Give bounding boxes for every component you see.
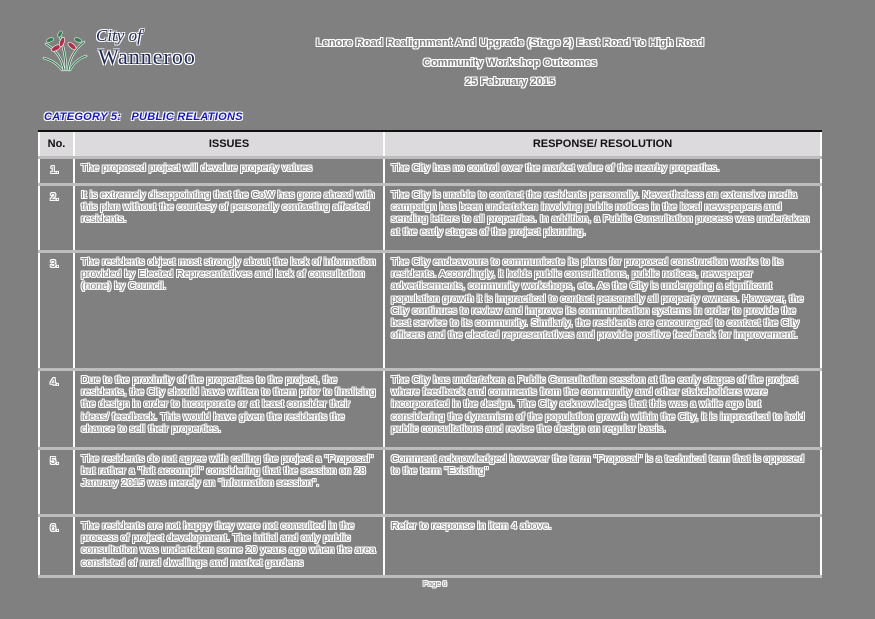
document-subtitle: Community Workshop Outcomes (423, 56, 597, 69)
column-header-issues: ISSUES (73, 132, 383, 156)
issue-cell: The residents object most strongly about the lack of information provided by Elected Representatives and lack of consultation (none) by Council. (73, 253, 383, 368)
issue-cell: The residents do not agree with calling the project a "Proposal" but rather a "fait accompli" considering that the session on 28 January 2015 was merely an "information session". (73, 450, 383, 514)
row-number: 5. (38, 450, 73, 514)
row-number: 2. (38, 186, 73, 250)
logo-text-city-of: City of (96, 26, 142, 45)
table-row (38, 186, 822, 253)
document-date: 25 February 2015 (465, 76, 555, 88)
table-row (38, 253, 822, 371)
response-cell: Refer to response in item 4 above. (383, 517, 822, 575)
table-row (38, 517, 822, 578)
document-title: Lenore Road Realignment And Upgrade (Stage 2) East Road To High Road (315, 37, 705, 49)
row-number: 6. (38, 517, 73, 575)
kangaroo-paw-plant-icon (42, 28, 88, 72)
city-of-wanneroo-logo (42, 26, 196, 72)
row-number: 4. (38, 371, 73, 447)
table-row (38, 371, 822, 450)
table-row (38, 450, 822, 517)
column-header-no: No. (38, 132, 73, 156)
issue-cell: The proposed project will devalue property values (73, 159, 383, 183)
table-row (38, 159, 822, 186)
response-cell: The City is unable to contact the residents personally. Nevertheless an extensive media campaign has been undertaken involving public notices in the local newspapers and sending letters to all properties. In addition, a Public Consultation process was undertaken at the early stages of the project planning. (383, 186, 822, 250)
row-number: 3. (38, 253, 73, 368)
logo-text-wanneroo: Wanneroo (98, 44, 196, 69)
issue-cell: It is extremely disappointing that the CoW has gone ahead with this plan without the courtesy of personally contacting affected residents. (73, 186, 383, 250)
issue-cell: Due to the proximity of the properties to the project, the residents, the City should have written to them prior to finalising the design in order to incorporate or at least consider their ideas/ feedback. This would have given the residents the chance to sell their properties. (73, 371, 383, 447)
document-header (290, 34, 730, 93)
issue-cell: The residents are not happy they were not consulted in the process of project development. The initial and only public consultation was undertaken some 20 years ago when the area consisted of rural dwellings and market gardens (73, 517, 383, 575)
response-cell: Comment acknowledged however the term "Proposal" is a technical term that is opposed to the term "Existing" (383, 450, 822, 514)
table-header-row (38, 132, 822, 159)
response-cell: The City endeavours to communicate its plans for proposed construction works to its residents. Accordingly, it holds public consultations, public notices, newspaper advertisements, community workshops, etc. As the City is undergoing a significant population growth it is impractical to contact personally all property owners. However, the City continues to review and improve its communication systems in order to provide the best service to its community. Similarly, the residents are encouraged to contact the City officers and the elected representatives and provide positive feedback for improvement. (383, 253, 822, 368)
response-cell: The City has undertaken a Public Consultation session at the early stages of the project where feedback and comments from the community and other stakeholders were incorporated in the design. The City acknowledges that this was a while ago but considering the dynamism of the population growth within the City, it is impractical to hold public consultations and revise the design on regular basis. (383, 371, 822, 447)
outcomes-table (38, 130, 822, 578)
page-number: Page 6 (423, 579, 447, 588)
column-header-response: RESPONSE/ RESOLUTION (383, 132, 822, 156)
category-heading: CATEGORY 5: PUBLIC RELATIONS (44, 111, 243, 123)
response-cell: The City has no control over the market value of the nearby properties. (383, 159, 822, 183)
row-number: 1. (38, 159, 73, 183)
